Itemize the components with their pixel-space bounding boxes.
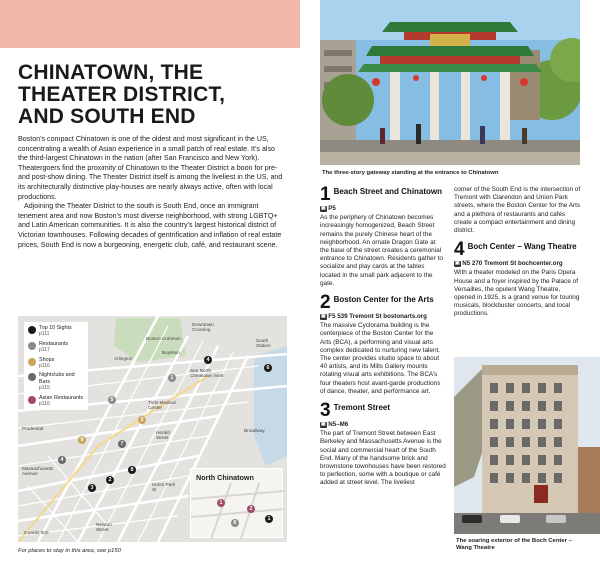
legend-ref: p116 xyxy=(39,401,50,408)
map-label-boston-common: Boston Common xyxy=(146,336,181,341)
entry-body: The massive Cyclorama building is the centerpiece of the Boston Center for the Arts (BCA), a performing and visual arts complex dedicated to nurturing new talent. The center provides studio space to about 40 artists, and its Mills Gallery mounts rotating visual arts exhibitions. The BCA’s four theaters host avant-garde productions of dance, theater, and performance art. xyxy=(320,322,441,395)
bars-swatch-icon xyxy=(28,373,36,381)
map-pin-top-sight[interactable]: 8 xyxy=(128,466,136,474)
map-ref-icon: ▣ xyxy=(321,206,326,211)
map-label-broadway: Broadway xyxy=(244,428,265,433)
map-label-chinatown-inset-note: See North Chinatown inset xyxy=(190,368,224,379)
entry-tremont-street xyxy=(320,402,446,488)
legend-label: Shops xyxy=(39,356,55,363)
entries-column-2 xyxy=(454,186,582,325)
intro-paragraph-1: Boston’s compact Chinatown is one of the oldest and most significant in the US, concentrating a wealth of Asian experience in a small patch of real estate. It’s also the third-largest Chinatown in the nation (after San Francisco and New York). Theatergoers find the proximity of Chinatown to the Theater District a boon for pre- and post-show dining. The Theater District itself is among the liveliest in the US, and its architecturally distinctive play-houses are nearly always active, often with local productions. xyxy=(18,135,283,201)
entry-boch-center xyxy=(454,241,582,318)
legend-ref: p117 xyxy=(39,347,50,354)
map-pin-top-sight[interactable]: 4 xyxy=(204,356,212,364)
map-label-tufts: Tufts Medical Center xyxy=(148,400,176,411)
inset-pin-top-sight[interactable]: 1 xyxy=(265,515,273,523)
shops-swatch-icon xyxy=(28,358,36,366)
top-photo-caption: The three-story gateway standing at the entrance to Chinatown xyxy=(322,170,499,176)
left-page xyxy=(18,62,286,250)
map-ref-icon: ▣ xyxy=(321,314,326,320)
intro-text xyxy=(18,135,286,250)
restaurants-swatch-icon xyxy=(28,342,36,350)
page-title xyxy=(18,62,286,128)
legend-item xyxy=(28,357,84,370)
map-pin-bar[interactable]: 7 xyxy=(118,440,126,448)
legend-item xyxy=(28,341,84,354)
title-line-1: CHINATOWN, THE xyxy=(18,61,204,84)
entry-body: With a theater modeled on the Paris Opera House and a foyer inspired by the Palace of Versailles, the opulent Wang Theatre, opened in 1925, is a grand venue for touring musicals, blockbuster concerts, and local productions. xyxy=(454,269,580,318)
inset-streets xyxy=(191,469,284,539)
map-label-newton-street: Newton Street xyxy=(96,522,112,533)
entry-body-continued: corner of the South End is the intersection of Tremont with Clarendon and Union Park streets, where the Boston Center for the Arts and a plethora of restaurants and cafés create a compact entertainment and dining district. xyxy=(454,186,581,235)
entries-column-1 xyxy=(320,186,446,494)
legend-item xyxy=(28,395,84,408)
entry-title: Boston Center for the Arts xyxy=(333,295,434,305)
chinatown-gate-photo xyxy=(320,0,580,165)
entry-continuation xyxy=(454,186,582,235)
header-band xyxy=(0,0,300,48)
map-label-downtown-crossing: Downtown Crossing xyxy=(192,322,214,333)
map-pin-top-sight[interactable]: 3 xyxy=(88,484,96,492)
map-pin-shop[interactable]: 9 xyxy=(78,436,86,444)
entry-number: 1 xyxy=(320,184,331,205)
chinatown-gate-illustration xyxy=(320,0,580,165)
map-pin-top-sight[interactable]: 6 xyxy=(264,364,272,372)
legend-item xyxy=(28,325,84,338)
inset-pin-asian-restaurant[interactable]: 1 xyxy=(217,499,225,507)
map-label-massachusetts-avenue: Massachusetts Avenue xyxy=(22,466,54,477)
inset-title: North Chinatown xyxy=(196,473,254,482)
wang-theatre-photo xyxy=(454,357,600,534)
map-pin-bar[interactable]: 4 xyxy=(58,456,66,464)
north-chinatown-inset[interactable] xyxy=(190,468,283,538)
entry-meta[interactable]: F5 539 Tremont St bostonarts.org xyxy=(328,313,427,321)
entry-title: Boch Center – Wang Theatre xyxy=(467,242,577,252)
map-ref-icon: ▣ xyxy=(321,422,326,428)
title-line-3: AND SOUTH END xyxy=(18,105,196,128)
asian-restaurants-swatch-icon xyxy=(28,396,36,404)
area-map[interactable] xyxy=(18,316,287,542)
legend-ref: p116 xyxy=(39,363,50,370)
legend-item xyxy=(28,372,84,391)
entry-meta: P5 xyxy=(328,205,336,212)
map-legend xyxy=(24,322,88,410)
entry-number: 3 xyxy=(320,400,331,422)
wang-theatre-illustration xyxy=(454,357,600,534)
legend-ref: p115 xyxy=(39,385,50,392)
map-label-herald: Herald Street xyxy=(156,430,170,441)
legend-label: Asian Restaurants xyxy=(39,394,84,401)
legend-label: Nightclubs and Bars xyxy=(39,372,75,385)
entry-number: 2 xyxy=(320,292,331,314)
map-label-union-park: Union Park St xyxy=(152,482,176,493)
entry-title: Beach Street and Chinatown xyxy=(333,187,443,196)
entry-meta[interactable]: N5 270 Tremont St bochcenter.org xyxy=(462,260,563,268)
map-label-south-station: South Station xyxy=(256,338,271,349)
inset-pin-restaurant[interactable]: 6 xyxy=(231,519,239,527)
map-pin-shop[interactable]: 3 xyxy=(138,416,146,424)
map-label-prudential: Prudential xyxy=(22,426,44,431)
entry-boston-center-arts xyxy=(320,294,446,396)
map-ref-icon: ▣ xyxy=(455,261,460,267)
legend-label: Restaurants xyxy=(39,340,69,347)
map-label-arlington: Arlington xyxy=(114,356,133,361)
top-sights-swatch-icon xyxy=(28,326,36,334)
map-pin-top-sight[interactable]: 2 xyxy=(106,476,114,484)
entry-body: As the periphery of Chinatown becomes increasingly homogenized, Beach Street remains the purely Chinese heart of the neighborhood. An ornate Dragon Gate at the base of the street creates a ceremonial entrance to Chinatown. Residents gather to socialize and play cards at the tables located in the small park adjacent to the gate. xyxy=(320,214,443,287)
entry-body: The part of Tremont Street between East Berkeley and Massachusetts Avenue is the social and commercial heart of the South End. Many of the handsome brick and brownstone townhouses have been restored to perfection, some with a boutique or café added at street level. The liveliest xyxy=(320,430,446,487)
legend-label: Top 10 Sights xyxy=(39,325,72,331)
bottom-photo-caption: The soaring exterior of the Boch Center – Wang Theatre xyxy=(456,538,572,552)
inset-pin-asian-restaurant[interactable]: 2 xyxy=(247,505,255,513)
legend-ref: p111 xyxy=(39,331,50,338)
map-scale-bar: 0 yards 500 xyxy=(24,530,49,535)
map-pin-restaurant[interactable]: 5 xyxy=(108,396,116,404)
entry-beach-street xyxy=(320,186,446,288)
map-pin-restaurant[interactable]: 1 xyxy=(168,374,176,382)
entry-number: 4 xyxy=(454,239,465,261)
map-caption: For places to stay in this area, see p150 xyxy=(18,548,121,554)
entry-meta: N5–M6 xyxy=(328,421,349,429)
map-label-boylston: Boylston xyxy=(162,350,180,355)
title-line-2: THEATER DISTRICT, xyxy=(18,83,226,106)
intro-paragraph-2: Adjoining the Theater District to the south is South End, once an immigrant tenement area and now Boston’s most diverse neighborhood, with strong LGBTQ+ and Latin American communities. It is also the country’s largest historical district of Victorian townhouses. Following decades of gentrification and inflation of real estate prices, South End is now a burgeoning, energetic club, café, and restaurant scene. xyxy=(18,202,282,249)
entry-title: Tremont Street xyxy=(333,403,391,413)
